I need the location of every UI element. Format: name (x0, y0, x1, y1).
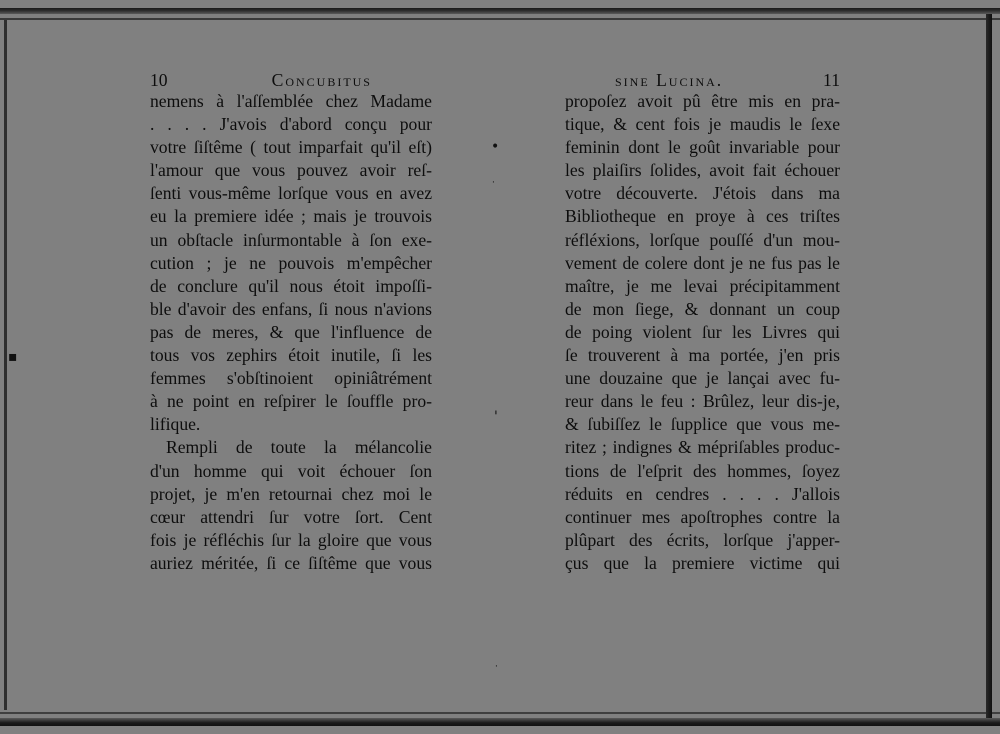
left-page-text (150, 90, 432, 575)
text-line: . . . . J'avois d'abord conçu pour (150, 114, 432, 135)
bottom-edge-line (0, 712, 1000, 714)
text-line: & ſubiſſez le ſupplice que vous me- (565, 414, 840, 435)
text-line: auriez méritée, ſi ce ſiſtême que vous (150, 552, 432, 573)
text-line: tous vos zephirs étoit inutile, ſi les (150, 345, 432, 366)
text-line: feminin dont le goût invariable pour (565, 137, 840, 158)
text-line: plûpart des écrits, lorſque j'apper- (565, 529, 840, 550)
text-line: de conclure qu'il nous étoit impoſſi- (150, 275, 432, 296)
text-line: ble d'avoir des enfans, ſi nous n'avions (150, 298, 432, 319)
text-line: propoſez avoit pû être mis en pra- (565, 91, 840, 111)
text-line: réfléxions, lorſque pouſſé d'un mou- (565, 229, 840, 250)
right-page (565, 70, 840, 575)
text-line: cution ; je ne pouvois m'empêcher (150, 252, 432, 273)
running-title: Concubitus (271, 70, 372, 90)
text-line: votre découverte. J'étois dans ma (565, 183, 840, 204)
text-line: cœur attendri ſur votre ſort. Cent (150, 506, 432, 527)
text-line: tique, & cent fois je maudis le ſexe (565, 114, 840, 135)
text-line: tions de l'eſprit des hommes, ſoyez (565, 460, 840, 481)
text-line: reur dans le feu : Brûlez, leur dis-je, (565, 391, 840, 412)
text-line: continuer mes apoſtrophes contre la (565, 506, 840, 527)
right-page-text (565, 90, 840, 575)
text-line: pas de meres, & que l'influence de (150, 321, 432, 342)
left-page (150, 70, 432, 575)
text-line: çus que la premiere victime qui (565, 552, 840, 573)
running-title: sine Lucina. (615, 70, 724, 90)
ink-speck: • (491, 139, 500, 155)
text-line: d'un homme qui voit échouer ſon (150, 460, 432, 481)
text-line: les plaiſirs ſolides, avoit fait échouer (565, 160, 840, 181)
page-number: 11 (823, 70, 840, 90)
text-line: à ne point en reſpirer le ſouffle pro- (150, 391, 432, 412)
page-number: 10 (150, 70, 168, 90)
text-line: une douzaine que je lançai avec fu- (565, 368, 840, 389)
text-line: ſe trouverent à ma portée, j'en pris (565, 345, 840, 366)
text-line: ritez ; indignes & mépriſables produc- (565, 437, 840, 458)
text-line: vement de colere dont je ne fus pas le (565, 252, 840, 273)
ink-speck: · (492, 178, 495, 188)
left-edge (4, 20, 7, 710)
left-page-header (150, 70, 432, 90)
top-edge-line (0, 18, 1000, 20)
text-line: un obſtacle inſurmontable à ſon exe- (150, 229, 432, 250)
text-line: fois je réfléchis ſur la gloire que vous (150, 529, 432, 550)
text-line: votre ſiſtême ( tout imparfait qu'il eſt) (150, 137, 432, 158)
text-line: lifique. (150, 414, 201, 435)
text-line: projet, je m'en retournai chez moi le (150, 483, 432, 504)
text-line: Rempli de toute la mélancolie (166, 437, 432, 458)
right-page-header (565, 70, 840, 90)
ink-speck: ' (494, 409, 498, 425)
text-line: nemens à l'aſſemblée chez Madame (150, 91, 432, 111)
text-line: réduits en cendres . . . . J'allois (565, 483, 840, 504)
text-line: l'amour que vous pouvez avoir reſ- (150, 160, 432, 181)
ink-speck: ▪ (8, 349, 18, 365)
text-line: Bibliotheque en proye à ces triſtes (565, 206, 840, 227)
text-line: de poing violent ſur les Livres qui (565, 321, 840, 342)
right-edge (986, 14, 992, 718)
text-line: eu la premiere idée ; mais je trouvois (150, 206, 432, 227)
text-line: maître, je me levai précipitamment (565, 275, 840, 296)
text-line: de mon ſiege, & donnant un coup (565, 298, 840, 319)
ink-speck: · (495, 662, 498, 672)
top-edge (0, 8, 1000, 14)
text-line: ſenti vous-même lorſque vous en avez (150, 183, 432, 204)
bottom-edge (0, 718, 1000, 726)
text-line: femmes s'obſtinoient opiniâtrément (150, 368, 432, 389)
